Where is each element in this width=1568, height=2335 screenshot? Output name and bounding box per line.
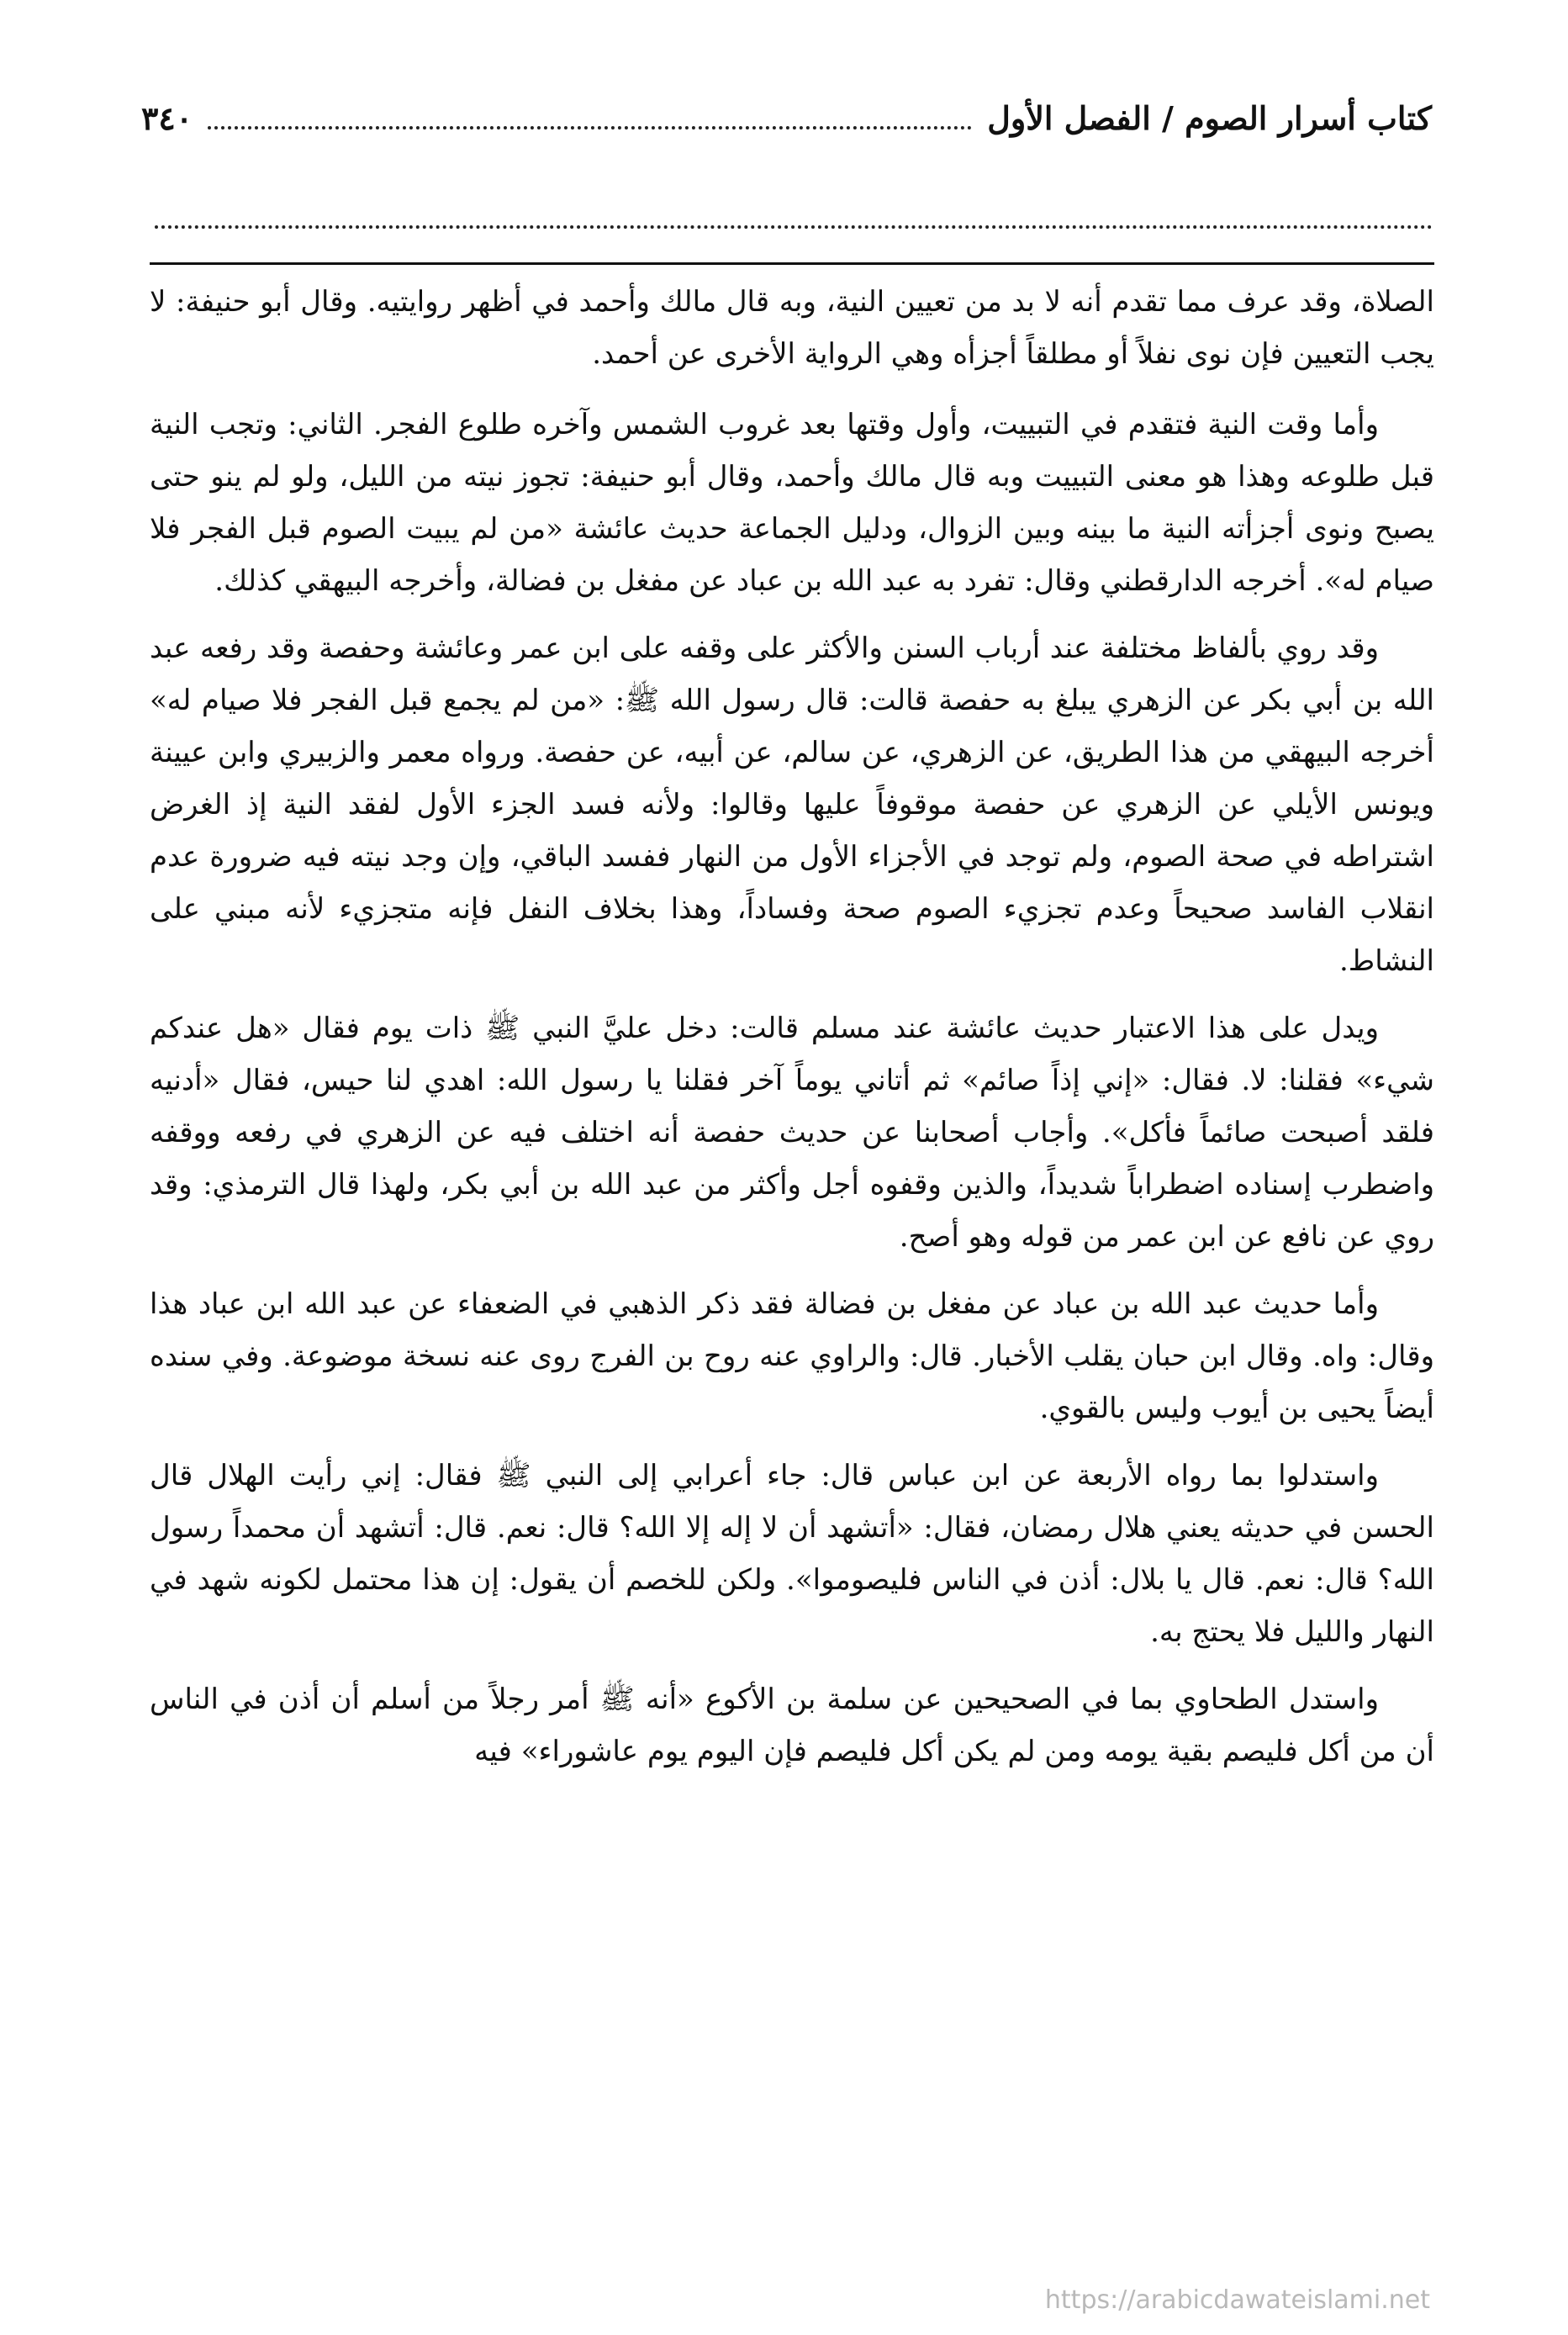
- paragraph: واستدلوا بما رواه الأربعة عن ابن عباس قال: جاء أعرابي إلى النبي ﷺ فقال: إني رأيت الهلال قال الحسن في حديثه يعني هلال رمضان، فقال: «أتشهد أن لا إله إلا الله؟ قال: نعم. قال: أتشهد أن محمداً رسول الله؟ قال: نعم. قال يا بلال: أذن في الناس فليصوموا». ولكن للخصم أن يقول: إن هذا محتمل لكونه شهد في النهار والليل فلا يحتج به.: [150, 1459, 1434, 1649]
- dotted-leader: [208, 126, 972, 129]
- dotted-separator: [155, 225, 1433, 229]
- paragraph: واستدل الطحاوي بما في الصحيحين عن سلمة بن الأكوع «أنه ﷺ أمر رجلاً من أسلم أن أذن في الناس أن من أكل فليصم بقية يومه ومن لم يكن أكل فليصم فإن اليوم يوم عاشوراء» فيه: [150, 1683, 1434, 1768]
- chapter-title: كتاب أسرار الصوم / الفصل الأول: [987, 99, 1432, 137]
- running-header: [141, 99, 1432, 138]
- paragraph: وأما وقت النية فتقدم في التبييت، وأول وقتها بعد غروب الشمس وآخره طلوع الفجر. الثاني: وتجب النية قبل طلوعه وهذا هو معنى التبييت وبه قال مالك وأحمد، وقال أبو حنيفة: تجوز نيته من الليل، ولو لم ينو حتى يصبح ونوى أجزأته النية ما بينه وبين الزوال، ودليل الجماعة حديث عائشة «من لم يبيت الصوم قبل الفجر فلا صيام له». أخرجه الدارقطني وقال: تفرد به عبد الله بن عباد عن مفغل بن فضالة، وأخرجه البيهقي كذلك.: [150, 408, 1434, 598]
- paragraph: وأما حديث عبد الله بن عباد عن مفغل بن فضالة فقد ذكر الذهبي في الضعفاء عن عبد الله ابن عباد هذا وقال: واه. وقال ابن حبان يقلب الأخبار. قال: والراوي عنه روح بن الفرج روى عنه نسخة موضوعة. وفي سنده أيضاً يحيى بن أيوب وليس بالقوي.: [150, 1287, 1434, 1425]
- paragraph: وقد روي بألفاظ مختلفة عند أرباب السنن والأكثر على وقفه على ابن عمر وعائشة وحفصة وقد رفعه عبد الله بن أبي بكر عن الزهري يبلغ به حفصة قالت: قال رسول الله ﷺ: «من لم يجمع قبل الفجر فلا صيام له» أخرجه البيهقي من هذا الطريق، عن الزهري، عن سالم، عن أبيه، عن حفصة. ورواه معمر والزبيري وابن عيينة ويونس الأيلي عن الزهري عن حفصة موقوفاً عليها وقالوا: ولأنه فسد الجزء الأول لفقد النية إذ الغرض اشتراطه في صحة الصوم، ولم توجد في الأجزاء الأول من النهار ففسد الباقي، وإن وجد نيته فيه ضرورة عدم انقلاب الفاسد صحيحاً وعدم تجزيء الصوم صحة وفساداً، وهذا بخلاف النفل فإنه متجزيء لأنه مبني على النشاط.: [150, 631, 1434, 978]
- header-rule: [150, 262, 1434, 265]
- paragraph: ويدل على هذا الاعتبار حديث عائشة عند مسلم قالت: دخل عليَّ النبي ﷺ ذات يوم فقال «هل عندكم شيء» فقلنا: لا. فقال: «إني إذاً صائم» ثم أتاني يوماً آخر فقلنا يا رسول الله: اهدي لنا حيس، فقال «أدنيه فلقد أصبحت صائماً فأكل». وأجاب أصحابنا عن حديث حفصة أنه اختلف فيه عن الزهري في رفعه ووقفه واضطرب إسناده اضطراباً شديداً، والذين وقفوه أجل وأكثر من عبد الله بن أبي بكر، ولهذا قال الترمذي: وقد روي عن نافع عن ابن عمر من قوله وهو أصح.: [150, 1012, 1434, 1254]
- paragraph: الصلاة، وقد عرف مما تقدم أنه لا بد من تعيين النية، وبه قال مالك وأحمد في أظهر روايتيه. وقال أبو حنيفة: لا يجب التعيين فإن نوى نفلاً أو مطلقاً أجزأه وهي الرواية الأخرى عن أحمد.: [150, 285, 1434, 371]
- watermark-url: https://arabicdawateislami.net: [1044, 2285, 1430, 2315]
- page-number: ٣٤٠: [141, 99, 193, 137]
- body-text: [150, 276, 1434, 2227]
